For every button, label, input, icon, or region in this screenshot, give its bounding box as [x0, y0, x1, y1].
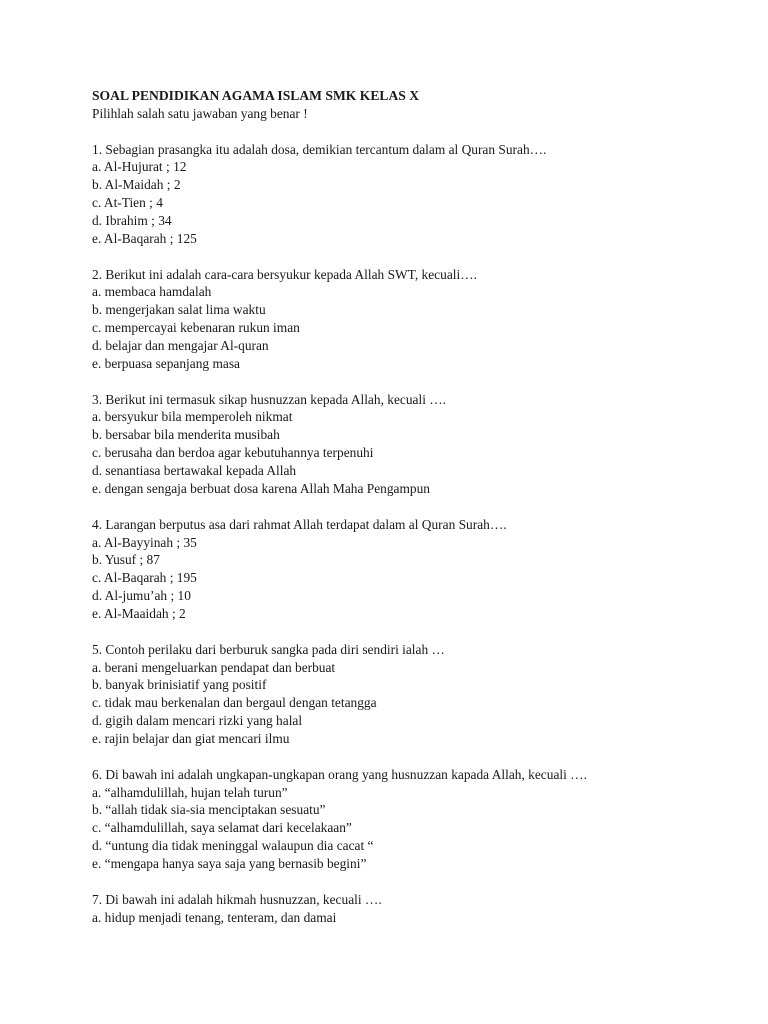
answer-option: a. Al-Bayyinah ; 35	[92, 534, 197, 550]
question-7	[92, 891, 752, 927]
question-3	[92, 391, 752, 498]
answer-option: a. bersyukur bila memperoleh nikmat	[92, 409, 293, 425]
question-text: 7. Di bawah ini adalah hikmah husnuzzan, kecuali ….	[92, 891, 382, 907]
answer-option: d. gigih dalam mencari rizki yang halal	[92, 713, 303, 729]
question-text: 4. Larangan berputus asa dari rahmat Allah terdapat dalam al Quran Surah….	[92, 516, 507, 532]
answer-option: a. hidup menjadi tenang, tenteram, dan damai	[92, 909, 337, 925]
answer-option: b. Al-Maidah ; 2	[92, 177, 181, 193]
answer-option: b. banyak brinisiatif yang positif	[92, 677, 267, 693]
answer-option: e. rajin belajar dan giat mencari ilmu	[92, 731, 290, 747]
answer-option: e. dengan sengaja berbuat dosa karena Allah Maha Pengampun	[92, 481, 430, 497]
answer-option: d. “untung dia tidak meninggal walaupun dia cacat “	[92, 838, 374, 854]
answer-option: b. bersabar bila menderita musibah	[92, 427, 280, 443]
answer-option: a. berani mengeluarkan pendapat dan berbuat	[92, 659, 336, 675]
answer-option: b. “allah tidak sia-sia menciptakan sesuatu”	[92, 802, 326, 818]
answer-option: e. Al-Maaidah ; 2	[92, 606, 186, 622]
answer-option: d. Al-jumu’ah ; 10	[92, 588, 191, 604]
answer-option: a. membaca hamdalah	[92, 284, 212, 300]
answer-option: e. Al-Baqarah ; 125	[92, 231, 197, 247]
answer-option: c. “alhamdulillah, saya selamat dari kecelakaan”	[92, 820, 352, 836]
answer-option: c. tidak mau berkenalan dan bergaul dengan tetangga	[92, 695, 377, 711]
question-text: 2. Berikut ini adalah cara-cara bersyukur kepada Allah SWT, kecuali….	[92, 266, 477, 282]
question-text: 6. Di bawah ini adalah ungkapan-ungkapan orang yang husnuzzan kapada Allah, kecuali ….	[92, 766, 587, 782]
question-text: 3. Berikut ini termasuk sikap husnuzzan kepada Allah, kecuali ….	[92, 391, 447, 407]
question-text: 1. Sebagian prasangka itu adalah dosa, demikian tercantum dalam al Quran Surah….	[92, 141, 547, 157]
answer-option: a. “alhamdulillah, hujan telah turun”	[92, 784, 288, 800]
question-1	[92, 141, 752, 248]
question-2	[92, 266, 752, 373]
document-page	[92, 87, 752, 927]
answer-option: c. At-Tien ; 4	[92, 195, 163, 211]
question-5	[92, 641, 752, 748]
document-instruction: Pilihlah salah satu jawaban yang benar !	[92, 106, 308, 121]
answer-option: b. mengerjakan salat lima waktu	[92, 302, 266, 318]
answer-option: c. berusaha dan berdoa agar kebutuhannya terpenuhi	[92, 445, 374, 461]
answer-option: b. Yusuf ; 87	[92, 552, 160, 568]
answer-option: c. Al-Baqarah ; 195	[92, 570, 197, 586]
answer-option: d. Ibrahim ; 34	[92, 213, 172, 229]
question-text: 5. Contoh perilaku dari berburuk sangka pada diri sendiri ialah …	[92, 641, 445, 657]
answer-option: e. berpuasa sepanjang masa	[92, 356, 240, 372]
document-title: SOAL PENDIDIKAN AGAMA ISLAM SMK KELAS X	[92, 88, 420, 103]
answer-option: c. mempercayai kebenaran rukun iman	[92, 320, 300, 336]
answer-option: d. belajar dan mengajar Al-quran	[92, 338, 269, 354]
answer-option: e. “mengapa hanya saya saja yang bernasib begini”	[92, 856, 367, 872]
answer-option: a. Al-Hujurat ; 12	[92, 159, 187, 175]
answer-option: d. senantiasa bertawakal kepada Allah	[92, 463, 297, 479]
question-6	[92, 766, 752, 873]
question-4	[92, 516, 752, 623]
